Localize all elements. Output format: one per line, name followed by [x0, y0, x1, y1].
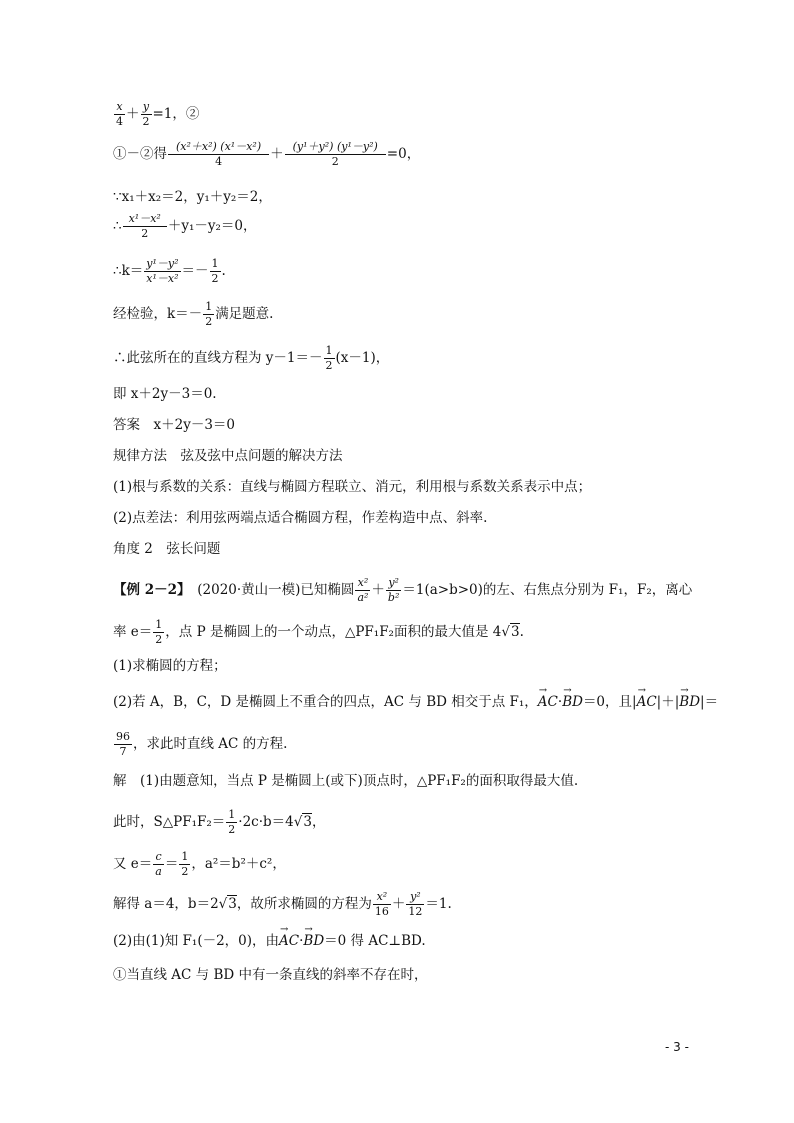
fraction: $\frac{c}{a}$ [155, 850, 162, 878]
example-line-1: 【例 2－2】 (2020·黄山一模)已知椭圆 $\frac{\text{x²}}{\text{a²}}$ ＋ $\frac{\text{y²}}{\text{b²}}$ ＝1(a>b>0)的左、右焦点分别为 F₁，F₂，离心 [113, 576, 693, 604]
text: =0， [386, 146, 421, 162]
equation-line-4: ∴ $\frac{\text{x¹－x²}}{2}$ ＋y₁－y₂＝0， [113, 212, 257, 240]
fraction: $\frac{1}{2}$ [325, 344, 333, 372]
equation-line-1: $\frac{x}{4}$ ＋ $\frac{y}{2}$ =1，② [116, 100, 200, 128]
fraction: $\frac{\text{x¹－x²}}{2}$ [123, 212, 167, 241]
fraction: $\frac{96}{7}$ [116, 730, 130, 758]
example-q2: (2)若 A，B，C，D 是椭圆上不重合的四点，AC 与 BD 相交于点 F₁，→ AC·→ BD＝0，且|→ AC|＋|→ BD|＝ [113, 693, 718, 711]
method-heading: 规律方法 弦及弦中点问题的解决方法 [113, 448, 343, 464]
fraction: $\frac{\text{y¹－y²}}{\text{x¹－x²}}$ [146, 257, 179, 285]
text-line-8: 即 x＋2y－3＝0. [113, 386, 217, 402]
answer-line: 答案 x＋2y－3＝0 [113, 417, 236, 433]
solution-line-4: 解得 a＝4，b＝2√3，故所求椭圆的方程为 $\frac{\text{x²}}{16}$ ＋ $\frac{\text{y²}}{12}$ ＝1. [113, 890, 452, 918]
solution-line-3: 又 e＝ $\frac{c}{a}$ ＝ $\frac{1}{2}$ ，a²＝b²＋c²， [113, 850, 286, 878]
method-item-1: (1)根与系数的关系：直线与椭圆方程联立、消元，利用根与系数关系表示中点； [113, 479, 592, 495]
fraction: $\frac{y}{2}$ [142, 100, 150, 128]
text: ①－②得 [113, 146, 167, 162]
text: =1，② [152, 106, 200, 122]
fraction: $\frac{x}{4}$ [116, 100, 123, 128]
fraction: $\frac{1}{2}$ [211, 257, 219, 285]
fraction: $\frac{\text{y²}}{\text{b²}}$ [387, 576, 400, 604]
section-heading: 角度 2 弦长问题 [113, 541, 221, 557]
fraction: $\frac{1}{2}$ [181, 850, 189, 878]
fraction: $\frac{1}{2}$ [205, 300, 213, 328]
fraction: $\frac{1}{2}$ [228, 808, 236, 836]
page-number: - 3 - [665, 1040, 689, 1054]
example-line-2: 率 e＝ $\frac{1}{2}$ ，点 P 是椭圆上的一个动点，△PF₁F₂面积的最大值是 4√3. [113, 618, 524, 646]
text-line-7: ∴此弦所在的直线方程为 y－1＝－ $\frac{1}{2}$ (x－1)， [113, 344, 390, 372]
equation-line-2: ①－②得 $\frac{\text{(x²＋x²) (x¹－x²)}}{4}$ ＋ $\frac{\text{(y¹＋y²) (y¹－y²)}}{2}$ =0， [113, 140, 421, 168]
fraction: $\frac{\text{(x²＋x²) (x¹－x²)}}{4}$ [168, 140, 269, 169]
fraction: $\frac{\text{x²}}{\text{a²}}$ [357, 576, 369, 604]
text-line-3: ∵x₁＋x₂＝2，y₁＋y₂＝2， [113, 189, 272, 205]
fraction: $\frac{\text{y²}}{12}$ [408, 890, 423, 918]
example-q1: (1)求椭圆的方程； [113, 658, 227, 674]
solution-line-6: ①当直线 AC 与 BD 中有一条直线的斜率不存在时， [113, 967, 428, 983]
solution-line-1: 解 (1)由题意知，当点 P 是椭圆上(或下)顶点时，△PF₁F₂的面积取得最大值. [113, 773, 579, 789]
method-item-2: (2)点差法：利用弦两端点适合椭圆方程，作差构造中点、斜率. [113, 510, 488, 526]
equation-line-5: ∴k＝ $\frac{\text{y¹－y²}}{\text{x¹－x²}}$ ＝－ $\frac{1}{2}$ . [113, 257, 226, 285]
text-line-6: 经检验，k＝－ $\frac{1}{2}$ 满足题意. [113, 300, 274, 328]
fraction: $\frac{1}{2}$ [155, 618, 163, 646]
fraction: $\frac{\text{x²}}{16}$ [374, 890, 389, 918]
fraction: $\frac{\text{(y¹＋y²) (y¹－y²)}}{2}$ [285, 140, 386, 169]
solution-line-2: 此时，S△PF₁F₂＝ $\frac{1}{2}$ ·2c·b＝4√3， [113, 808, 326, 836]
solution-line-5: (2)由(1)知 F₁(－2，0)，由→ AC·→ BD＝0 得 AC⊥BD. [113, 932, 426, 950]
example-q2-cont: $\frac{96}{7}$ ，求此时直线 AC 的方程. [116, 730, 288, 758]
